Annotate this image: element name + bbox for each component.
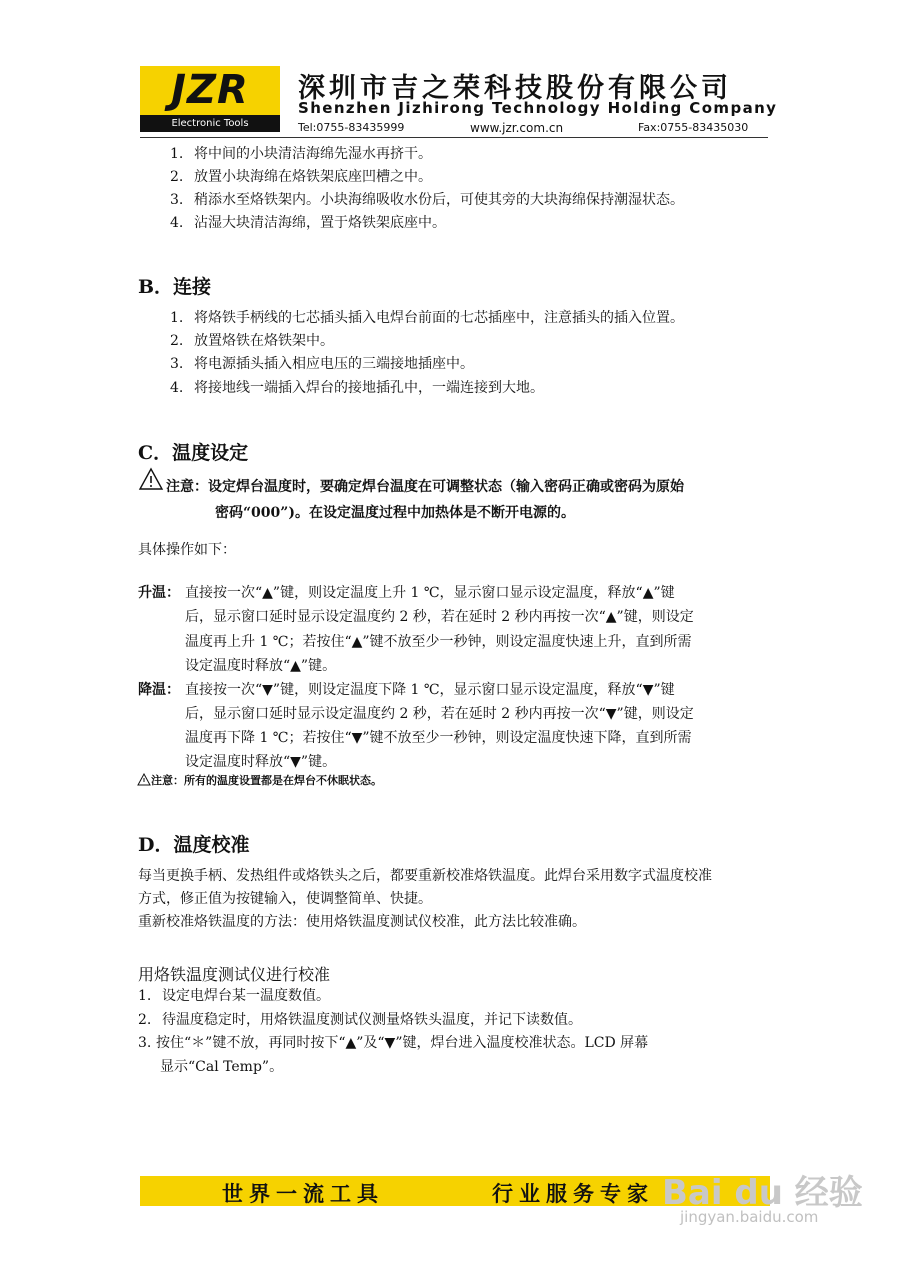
lower-label: 降温： — [138, 682, 180, 698]
header-divider — [140, 137, 768, 138]
list-item — [138, 1010, 582, 1030]
calibration-method: 重新校准烙铁温度的方法：使用烙铁温度测试仪校准，此方法比较准确。 — [138, 914, 586, 930]
list-number: 2. — [170, 333, 184, 349]
list-number: 1. — [138, 988, 152, 1004]
calibration-subtitle: 用烙铁温度测试仪进行校准 — [138, 965, 331, 984]
list-number: 3. — [138, 1035, 152, 1051]
company-name-cn: 深圳市吉之荣科技股份有限公司 — [298, 73, 732, 104]
header-fax: Fax:0755-83435030 — [638, 121, 749, 134]
list-item — [170, 354, 474, 374]
operation-intro: 具体操作如下： — [138, 542, 236, 558]
list-number: 1. — [170, 310, 184, 326]
list-number: 1. — [170, 146, 184, 162]
list-item — [170, 167, 432, 187]
footer-slogan-left: 世界一流工具 — [222, 1182, 384, 1206]
list-text: 将接地线一端插入焊台的接地插孔中，一端连接到大地。 — [194, 380, 544, 396]
list-item — [170, 378, 544, 398]
raise-line: 设定温度时释放“▲”键。 — [185, 658, 337, 674]
list-text: 放置烙铁在烙铁架中。 — [194, 333, 334, 349]
raise-line: 后，显示窗口延时显示设定温度约 2 秒，若在延时 2 秒内再按一次“▲”键，则设定 — [185, 609, 694, 625]
warning-icon — [138, 467, 164, 491]
list-text: 将中间的小块清洁海绵先湿水再挤干。 — [194, 146, 432, 162]
list-text: 按住“＊”键不放，再同时按下“▲”及“▼”键，焊台进入温度校准状态。LCD 屏幕 — [156, 1035, 649, 1051]
list-item-continuation: 显示“Cal Temp”。 — [160, 1059, 284, 1075]
logo-text: JZR — [171, 67, 249, 113]
warning-note-line2: 密码“000”)。在设定温度过程中加热体是不断开电源的。 — [215, 505, 575, 521]
list-text: 待温度稳定时，用烙铁温度测试仪测量烙铁头温度，并记下读数值。 — [162, 1012, 582, 1028]
list-number: 3. — [170, 356, 184, 372]
list-text: 将烙铁手柄线的七芯插头插入电焊台前面的七芯插座中，注意插头的插入位置。 — [194, 310, 684, 326]
list-item — [170, 144, 432, 164]
list-text: 沾湿大块清洁海绵，置于烙铁架底座中。 — [194, 215, 446, 231]
header-website: www.jzr.com.cn — [470, 121, 564, 135]
list-item — [170, 308, 684, 328]
lower-line: 温度再下降 1 ℃；若按住“▼”键不放至少一秒钟，则设定温度快速下降，直到所需 — [185, 730, 692, 746]
list-text: 稍添水至烙铁架内。小块海绵吸收水份后，可使其旁的大块海绵保持潮湿状态。 — [194, 192, 684, 208]
lower-line: 后，显示窗口延时显示设定温度约 2 秒，若在延时 2 秒内再按一次“▼”键，则设定 — [185, 706, 694, 722]
section-b-title: B．连接 — [138, 276, 212, 298]
baidu-watermark-url: jingyan.baidu.com — [680, 1208, 819, 1226]
list-item — [138, 1033, 648, 1053]
warning-note-line1: 注意：设定焊台温度时，要确定焊台温度在可调整状态（输入密码正确或密码为原始 — [166, 479, 684, 495]
calibration-para: 每当更换手柄、发热组件或烙铁头之后，都要重新校准烙铁温度。此焊台采用数字式温度校准 — [138, 868, 712, 884]
list-item — [138, 986, 330, 1006]
calibration-para: 方式，修正值为按键输入，使调整简单、快捷。 — [138, 891, 432, 907]
sleep-note: 注意：所有的温度设置都是在焊台不休眠状态。 — [151, 774, 382, 787]
section-d-title: D．温度校准 — [138, 834, 250, 856]
logo-subtitle: Electronic Tools — [171, 118, 249, 129]
list-text: 将电源插头插入相应电压的三端接地插座中。 — [194, 356, 474, 372]
list-item — [170, 331, 334, 351]
footer-slogan-right: 行业服务专家 — [492, 1182, 654, 1206]
list-number: 4. — [170, 380, 184, 396]
header-tel: Tel:0755-83435999 — [298, 121, 405, 134]
list-number: 3. — [170, 192, 184, 208]
list-item — [170, 190, 684, 210]
raise-line: 直接按一次“▲”键，则设定温度上升 1 ℃，显示窗口显示设定温度，释放“▲”键 — [185, 585, 675, 601]
baidu-watermark: Bai du 经验 — [662, 1173, 863, 1213]
list-item — [170, 213, 446, 233]
raise-label: 升温： — [138, 585, 180, 601]
warning-icon — [137, 773, 151, 786]
list-number: 2. — [138, 1012, 152, 1028]
raise-line: 温度再上升 1 ℃；若按住“▲”键不放至少一秒钟，则设定温度快速上升，直到所需 — [185, 634, 692, 650]
lower-line: 直接按一次“▼”键，则设定温度下降 1 ℃，显示窗口显示设定温度，释放“▼”键 — [185, 682, 675, 698]
list-number: 4. — [170, 215, 184, 231]
list-number: 2. — [170, 169, 184, 185]
list-text: 放置小块海绵在烙铁架底座凹槽之中。 — [194, 169, 432, 185]
list-text: 设定电焊台某一温度数值。 — [162, 988, 330, 1004]
lower-line: 设定温度时释放“▼”键。 — [185, 754, 337, 770]
company-name-en: Shenzhen Jizhirong Technology Holding Company — [298, 99, 778, 117]
section-c-title: C．温度设定 — [138, 442, 249, 464]
